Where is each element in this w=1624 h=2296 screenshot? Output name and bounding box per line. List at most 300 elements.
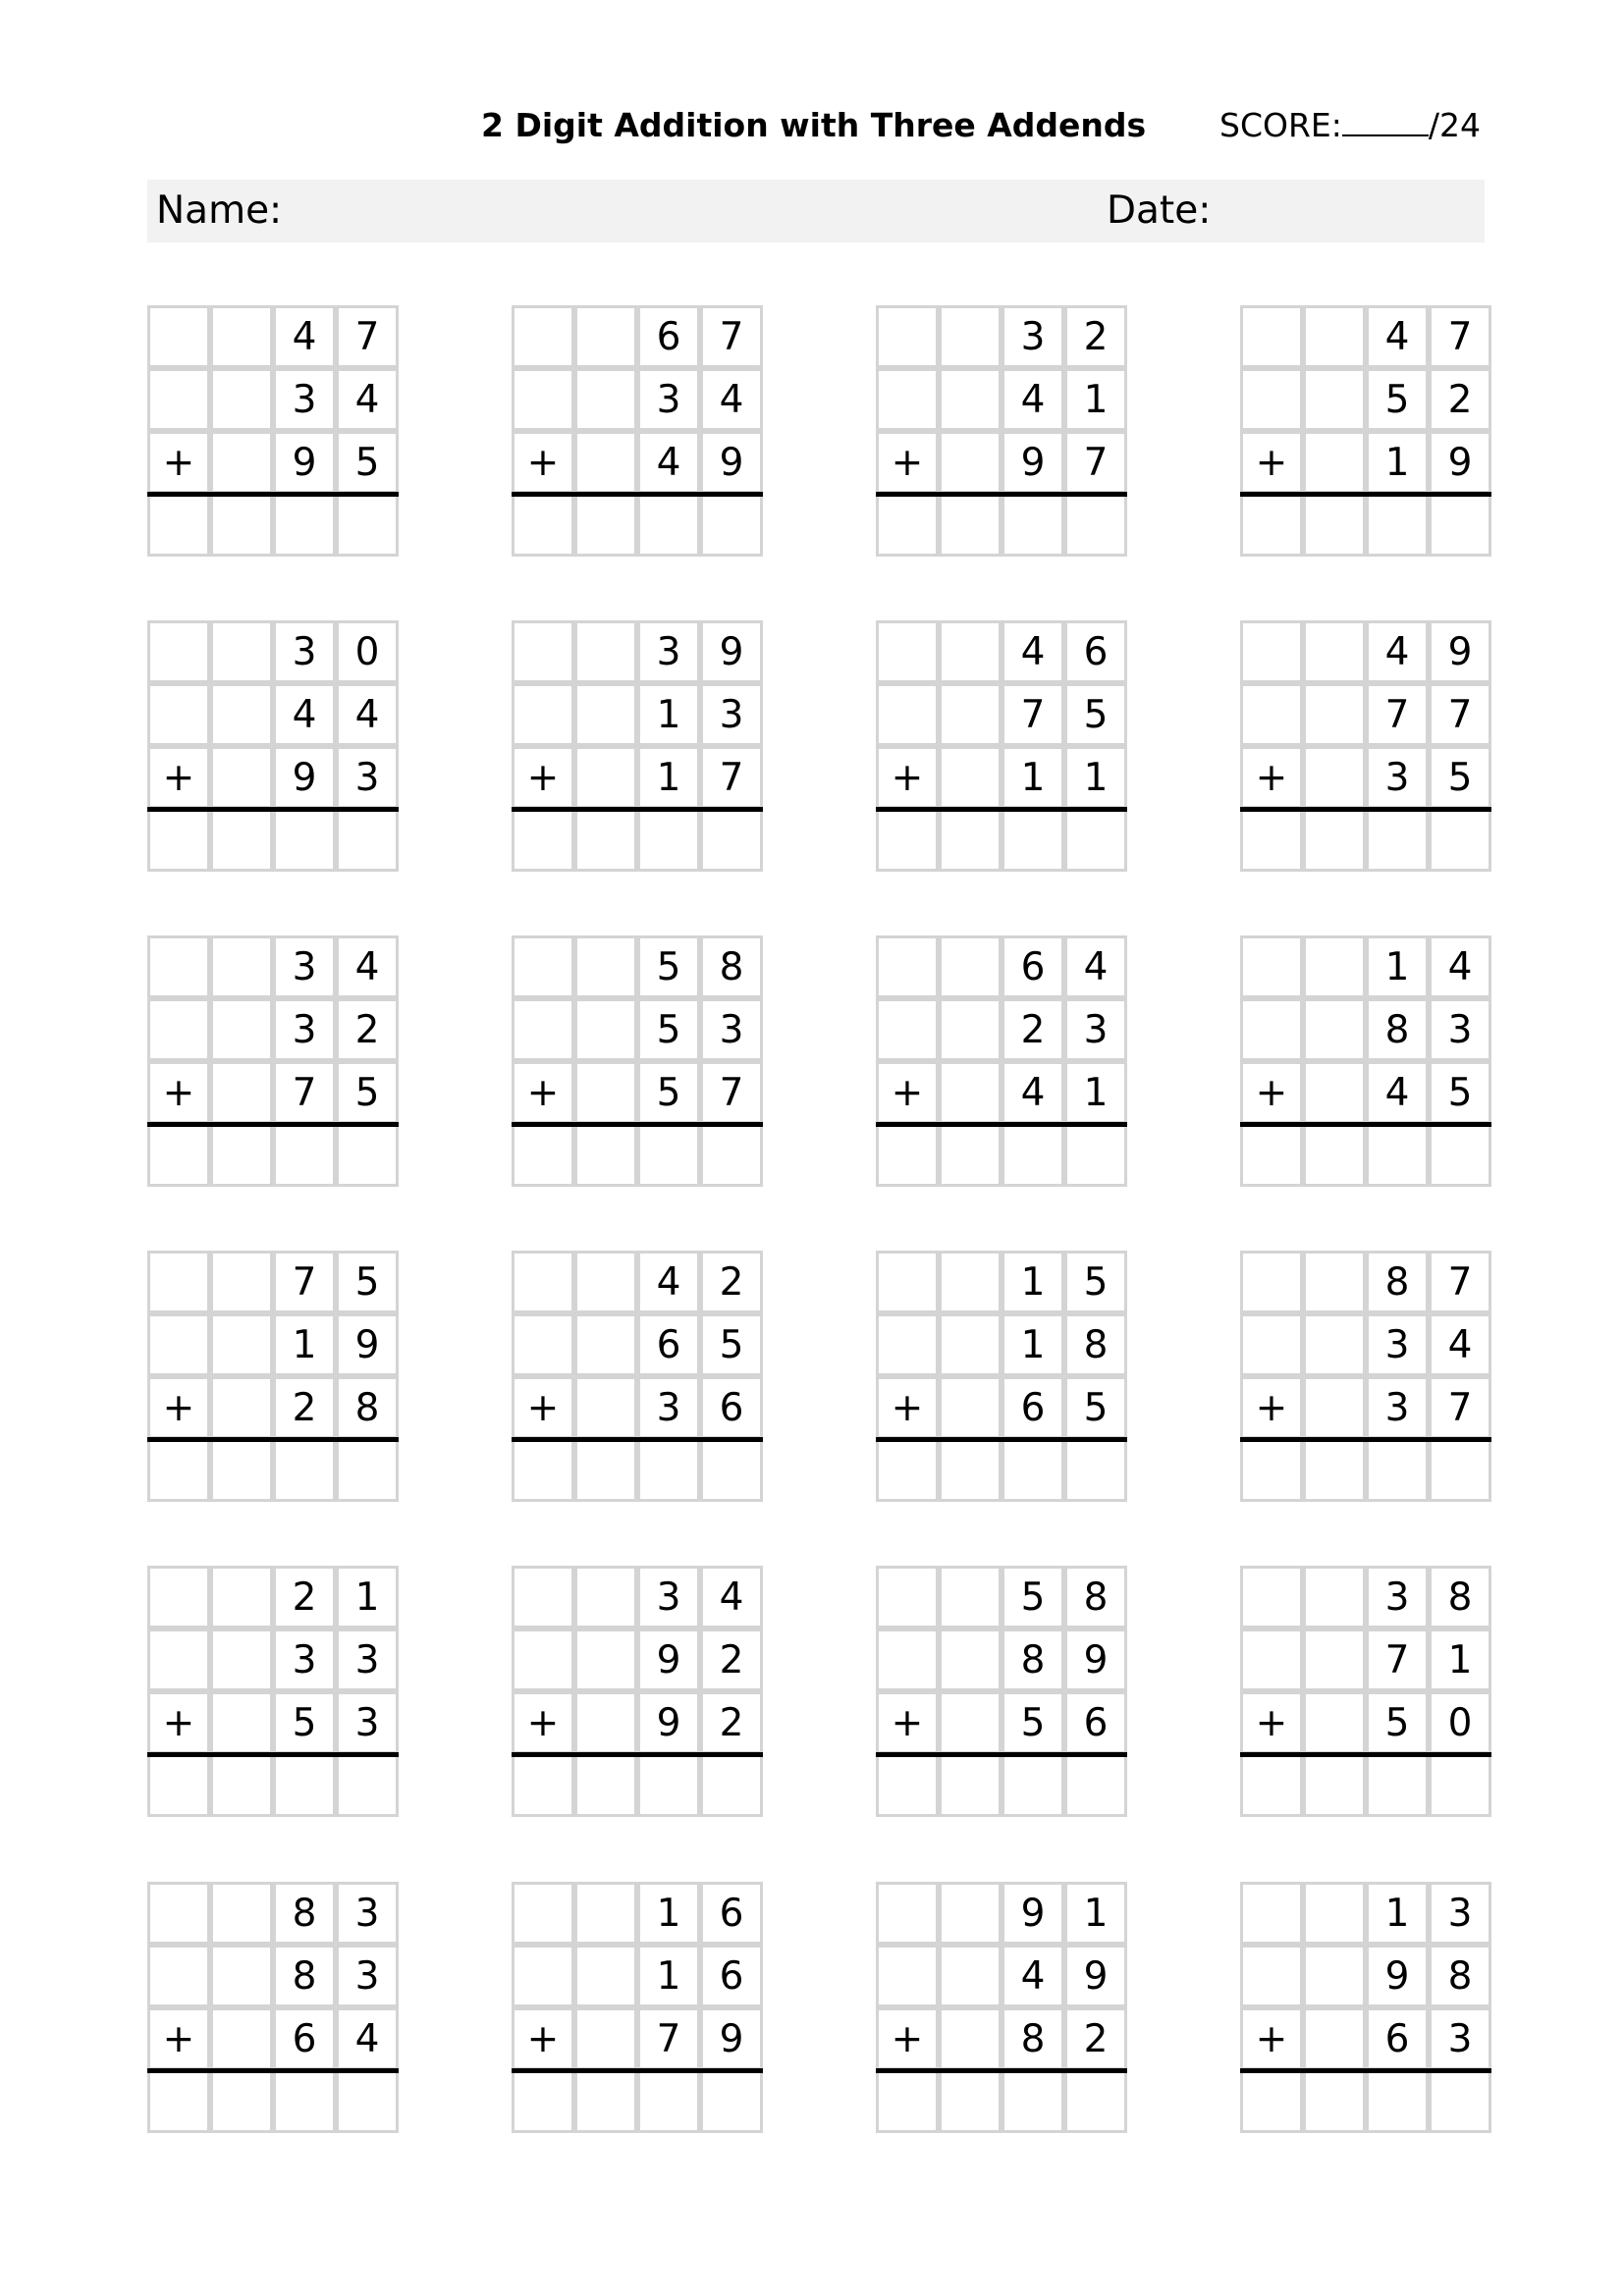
answer-cell[interactable] — [1064, 809, 1127, 872]
answer-cell[interactable] — [512, 1754, 574, 1817]
grid-cell — [939, 368, 1001, 431]
answer-cell[interactable] — [1429, 809, 1491, 872]
answer-cell[interactable] — [1303, 1124, 1366, 1187]
grid-cell — [1303, 620, 1366, 683]
sum-line — [512, 807, 763, 812]
grid-cell — [512, 1629, 574, 1691]
addition-problem — [1240, 1882, 1491, 2135]
answer-cell[interactable] — [637, 494, 700, 557]
grid-cell — [876, 305, 939, 368]
answer-cell[interactable] — [1064, 1754, 1127, 1817]
addition-problem — [1240, 1566, 1491, 1819]
plus-sign: + — [1240, 1376, 1303, 1439]
tens-digit: 3 — [637, 1376, 700, 1439]
sum-line — [876, 1752, 1127, 1757]
ones-digit: 0 — [336, 620, 399, 683]
grid-cell — [210, 1945, 273, 2007]
ones-digit: 5 — [700, 1313, 763, 1376]
grid-cell — [574, 1061, 637, 1124]
answer-cell[interactable] — [336, 1439, 399, 1502]
grid-cell — [512, 368, 574, 431]
plus-sign: + — [876, 1691, 939, 1754]
answer-cell[interactable] — [1001, 809, 1064, 872]
tens-digit: 1 — [1001, 746, 1064, 809]
addition-problem — [512, 1882, 763, 2135]
grid-cell — [1303, 998, 1366, 1061]
answer-cell[interactable] — [210, 494, 273, 557]
ones-digit: 6 — [700, 1945, 763, 2007]
tens-digit: 8 — [1001, 1629, 1064, 1691]
answer-cell[interactable] — [210, 2070, 273, 2133]
answer-cell[interactable] — [147, 1124, 210, 1187]
answer-cell[interactable] — [210, 1124, 273, 1187]
answer-cell[interactable] — [939, 1439, 1001, 1502]
answer-cell[interactable] — [1001, 1124, 1064, 1187]
grid-cell — [1240, 1566, 1303, 1629]
grid-cell — [939, 1566, 1001, 1629]
ones-digit: 8 — [700, 935, 763, 998]
sum-line — [147, 492, 399, 497]
tens-digit: 6 — [637, 305, 700, 368]
score-total: /24 — [1428, 106, 1481, 144]
answer-cell[interactable] — [939, 809, 1001, 872]
grid-cell — [210, 1566, 273, 1629]
grid-cell — [1240, 683, 1303, 746]
answer-cell[interactable] — [939, 2070, 1001, 2133]
tens-digit: 2 — [273, 1376, 336, 1439]
tens-digit: 9 — [273, 746, 336, 809]
addition-problem — [147, 305, 399, 559]
sum-line — [147, 807, 399, 812]
addition-problem — [1240, 935, 1491, 1189]
answer-cell[interactable] — [637, 2070, 700, 2133]
answer-cell[interactable] — [1303, 2070, 1366, 2133]
ones-digit: 3 — [700, 683, 763, 746]
grid-cell — [876, 935, 939, 998]
addition-problem — [512, 305, 763, 559]
tens-digit: 1 — [637, 1882, 700, 1945]
ones-digit: 9 — [700, 620, 763, 683]
ones-digit: 6 — [700, 1882, 763, 1945]
grid-cell — [1303, 1566, 1366, 1629]
addition-problem — [1240, 305, 1491, 559]
grid-cell — [574, 1629, 637, 1691]
plus-sign: + — [1240, 2007, 1303, 2070]
answer-cell[interactable] — [1429, 1124, 1491, 1187]
grid-cell — [210, 1061, 273, 1124]
answer-cell[interactable] — [336, 494, 399, 557]
tens-digit: 9 — [1001, 1882, 1064, 1945]
answer-cell[interactable] — [336, 1754, 399, 1817]
answer-cell[interactable] — [1240, 1754, 1303, 1817]
answer-cell[interactable] — [876, 2070, 939, 2133]
plus-sign: + — [147, 431, 210, 494]
sum-line — [1240, 807, 1491, 812]
tens-digit: 6 — [637, 1313, 700, 1376]
answer-cell[interactable] — [939, 1754, 1001, 1817]
answer-cell[interactable] — [1064, 2070, 1127, 2133]
score-blank[interactable] — [1342, 103, 1429, 136]
ones-digit: 8 — [1064, 1566, 1127, 1629]
addition-problem — [876, 305, 1127, 559]
answer-cell[interactable] — [512, 1124, 574, 1187]
ones-digit: 8 — [1429, 1566, 1491, 1629]
answer-cell[interactable] — [574, 809, 637, 872]
answer-cell[interactable] — [1429, 1754, 1491, 1817]
answer-cell[interactable] — [1001, 2070, 1064, 2133]
tens-digit: 3 — [1001, 305, 1064, 368]
answer-cell[interactable] — [637, 1754, 700, 1817]
answer-cell[interactable] — [273, 1754, 336, 1817]
worksheet-title: 2 Digit Addition with Three Addends — [481, 106, 1147, 144]
answer-cell[interactable] — [1366, 494, 1429, 557]
grid-cell — [147, 1313, 210, 1376]
answer-cell[interactable] — [1429, 1439, 1491, 1502]
grid-cell — [210, 935, 273, 998]
answer-cell[interactable] — [700, 1439, 763, 1502]
addition-problem — [147, 620, 399, 874]
tens-digit: 8 — [1366, 998, 1429, 1061]
answer-cell[interactable] — [1064, 1439, 1127, 1502]
grid-cell — [512, 1251, 574, 1313]
ones-digit: 8 — [1064, 1313, 1127, 1376]
answer-cell[interactable] — [1429, 494, 1491, 557]
addition-problem — [876, 620, 1127, 874]
answer-cell[interactable] — [336, 809, 399, 872]
ones-digit: 3 — [336, 746, 399, 809]
grid-cell — [1240, 935, 1303, 998]
ones-digit: 7 — [1064, 431, 1127, 494]
answer-cell[interactable] — [876, 494, 939, 557]
grid-cell — [1303, 1313, 1366, 1376]
ones-digit: 7 — [1429, 305, 1491, 368]
grid-cell — [939, 1313, 1001, 1376]
answer-cell[interactable] — [1064, 494, 1127, 557]
grid-cell — [1303, 1629, 1366, 1691]
grid-cell — [210, 620, 273, 683]
tens-digit: 3 — [273, 620, 336, 683]
tens-digit: 6 — [1366, 2007, 1429, 2070]
answer-cell[interactable] — [876, 1124, 939, 1187]
answer-cell[interactable] — [1001, 1439, 1064, 1502]
grid-cell — [147, 305, 210, 368]
grid-cell — [876, 1313, 939, 1376]
ones-digit: 5 — [1429, 746, 1491, 809]
tens-digit: 1 — [1001, 1251, 1064, 1313]
answer-cell[interactable] — [147, 809, 210, 872]
grid-cell — [876, 1629, 939, 1691]
answer-cell[interactable] — [512, 809, 574, 872]
grid-cell — [574, 998, 637, 1061]
grid-cell — [147, 1251, 210, 1313]
answer-cell[interactable] — [512, 2070, 574, 2133]
tens-digit: 6 — [273, 2007, 336, 2070]
ones-digit: 2 — [700, 1629, 763, 1691]
tens-digit: 4 — [1001, 620, 1064, 683]
ones-digit: 3 — [1429, 998, 1491, 1061]
answer-cell[interactable] — [574, 2070, 637, 2133]
answer-cell[interactable] — [273, 2070, 336, 2133]
ones-digit: 2 — [700, 1691, 763, 1754]
grid-cell — [1240, 1251, 1303, 1313]
answer-cell[interactable] — [637, 1124, 700, 1187]
grid-cell — [876, 683, 939, 746]
sum-line — [876, 1437, 1127, 1442]
ones-digit: 6 — [1064, 1691, 1127, 1754]
ones-digit: 4 — [700, 1566, 763, 1629]
answer-cell[interactable] — [1366, 809, 1429, 872]
plus-sign: + — [512, 1061, 574, 1124]
answer-cell[interactable] — [574, 1124, 637, 1187]
answer-cell[interactable] — [147, 1439, 210, 1502]
tens-digit: 3 — [273, 368, 336, 431]
tens-digit: 5 — [273, 1691, 336, 1754]
tens-digit: 8 — [273, 1882, 336, 1945]
grid-cell — [1303, 683, 1366, 746]
ones-digit: 5 — [336, 1061, 399, 1124]
ones-digit: 5 — [1064, 683, 1127, 746]
plus-sign: + — [1240, 1061, 1303, 1124]
answer-cell[interactable] — [147, 2070, 210, 2133]
grid-cell — [210, 2007, 273, 2070]
grid-cell — [147, 1629, 210, 1691]
grid-cell — [574, 2007, 637, 2070]
ones-digit: 1 — [1064, 368, 1127, 431]
answer-cell[interactable] — [210, 809, 273, 872]
tens-digit: 1 — [1366, 935, 1429, 998]
grid-cell — [1240, 1945, 1303, 2007]
answer-cell[interactable] — [700, 809, 763, 872]
sum-line — [147, 2068, 399, 2073]
grid-cell — [210, 1691, 273, 1754]
tens-digit: 3 — [273, 998, 336, 1061]
answer-cell[interactable] — [1240, 494, 1303, 557]
answer-cell[interactable] — [1001, 494, 1064, 557]
plus-sign: + — [147, 1061, 210, 1124]
ones-digit: 6 — [1064, 620, 1127, 683]
grid-cell — [1303, 746, 1366, 809]
answer-cell[interactable] — [147, 1754, 210, 1817]
plus-sign: + — [147, 2007, 210, 2070]
tens-digit: 8 — [1001, 2007, 1064, 2070]
answer-cell[interactable] — [1064, 1124, 1127, 1187]
answer-cell[interactable] — [700, 1124, 763, 1187]
answer-cell[interactable] — [336, 1124, 399, 1187]
ones-digit: 2 — [1064, 305, 1127, 368]
grid-cell — [876, 1945, 939, 2007]
grid-cell — [1303, 1882, 1366, 1945]
answer-cell[interactable] — [273, 809, 336, 872]
tens-digit: 4 — [637, 1251, 700, 1313]
sum-line — [1240, 1437, 1491, 1442]
answer-cell[interactable] — [939, 1124, 1001, 1187]
tens-digit: 2 — [273, 1566, 336, 1629]
tens-digit: 1 — [1366, 1882, 1429, 1945]
ones-digit: 5 — [336, 431, 399, 494]
tens-digit: 4 — [1366, 305, 1429, 368]
tens-digit: 9 — [637, 1629, 700, 1691]
grid-cell — [210, 1376, 273, 1439]
addition-problem — [147, 1251, 399, 1504]
answer-cell[interactable] — [1303, 809, 1366, 872]
answer-cell[interactable] — [1001, 1754, 1064, 1817]
answer-cell[interactable] — [273, 1124, 336, 1187]
grid-cell — [574, 935, 637, 998]
tens-digit: 4 — [273, 305, 336, 368]
answer-cell[interactable] — [1240, 809, 1303, 872]
grid-cell — [1303, 1945, 1366, 2007]
answer-cell[interactable] — [574, 1439, 637, 1502]
answer-cell[interactable] — [512, 494, 574, 557]
answer-cell[interactable] — [1429, 2070, 1491, 2133]
ones-digit: 1 — [1064, 1882, 1127, 1945]
sum-line — [147, 1752, 399, 1757]
grid-cell — [147, 1882, 210, 1945]
answer-cell[interactable] — [700, 1754, 763, 1817]
tens-digit: 1 — [1001, 1313, 1064, 1376]
tens-digit: 7 — [273, 1251, 336, 1313]
answer-cell[interactable] — [273, 494, 336, 557]
answer-cell[interactable] — [637, 809, 700, 872]
grid-cell — [512, 998, 574, 1061]
tens-digit: 5 — [1001, 1566, 1064, 1629]
grid-cell — [574, 368, 637, 431]
answer-cell[interactable] — [1240, 1124, 1303, 1187]
grid-cell — [876, 620, 939, 683]
plus-sign: + — [876, 1061, 939, 1124]
tens-digit: 5 — [637, 935, 700, 998]
answer-cell[interactable] — [637, 1439, 700, 1502]
answer-cell[interactable] — [574, 1754, 637, 1817]
tens-digit: 7 — [1366, 683, 1429, 746]
answer-cell[interactable] — [574, 494, 637, 557]
ones-digit: 7 — [1429, 1251, 1491, 1313]
tens-digit: 1 — [637, 1945, 700, 2007]
grid-cell — [1240, 620, 1303, 683]
tens-digit: 3 — [1366, 1313, 1429, 1376]
tens-digit: 9 — [1001, 431, 1064, 494]
ones-digit: 1 — [1064, 1061, 1127, 1124]
answer-cell[interactable] — [512, 1439, 574, 1502]
answer-cell[interactable] — [1366, 1439, 1429, 1502]
answer-cell[interactable] — [210, 1439, 273, 1502]
plus-sign: + — [512, 1376, 574, 1439]
answer-cell[interactable] — [1303, 494, 1366, 557]
answer-cell[interactable] — [1366, 1124, 1429, 1187]
sum-line — [876, 492, 1127, 497]
answer-cell[interactable] — [1366, 2070, 1429, 2133]
date-label: Date: — [1107, 188, 1212, 233]
ones-digit: 5 — [1064, 1251, 1127, 1313]
plus-sign: + — [147, 1376, 210, 1439]
addition-problem — [876, 935, 1127, 1189]
sum-line — [512, 1122, 763, 1127]
tens-digit: 4 — [273, 683, 336, 746]
score-label: SCORE: — [1219, 106, 1342, 144]
answer-cell[interactable] — [876, 1439, 939, 1502]
tens-digit: 6 — [1001, 1376, 1064, 1439]
grid-cell — [939, 683, 1001, 746]
sum-line — [512, 1437, 763, 1442]
ones-digit: 7 — [700, 305, 763, 368]
grid-cell — [210, 998, 273, 1061]
grid-cell — [1303, 1251, 1366, 1313]
answer-cell[interactable] — [939, 494, 1001, 557]
grid-cell — [939, 620, 1001, 683]
plus-sign: + — [876, 1376, 939, 1439]
answer-cell[interactable] — [273, 1439, 336, 1502]
grid-cell — [210, 1251, 273, 1313]
answer-cell[interactable] — [700, 494, 763, 557]
grid-cell — [210, 1313, 273, 1376]
sum-line — [876, 807, 1127, 812]
grid-cell — [939, 746, 1001, 809]
tens-digit: 8 — [273, 1945, 336, 2007]
grid-cell — [210, 746, 273, 809]
tens-digit: 7 — [637, 2007, 700, 2070]
answer-cell[interactable] — [1303, 1439, 1366, 1502]
tens-digit: 3 — [273, 935, 336, 998]
sum-line — [1240, 492, 1491, 497]
grid-cell — [512, 1313, 574, 1376]
answer-cell[interactable] — [210, 1754, 273, 1817]
sum-line — [512, 1752, 763, 1757]
grid-cell — [876, 1566, 939, 1629]
plus-sign: + — [1240, 431, 1303, 494]
ones-digit: 7 — [700, 1061, 763, 1124]
grid-cell — [147, 620, 210, 683]
answer-cell[interactable] — [1240, 1439, 1303, 1502]
ones-digit: 9 — [336, 1313, 399, 1376]
addition-problem — [147, 1882, 399, 2135]
tens-digit: 5 — [1366, 1691, 1429, 1754]
tens-digit: 4 — [1001, 1945, 1064, 2007]
ones-digit: 2 — [336, 998, 399, 1061]
tens-digit: 1 — [637, 746, 700, 809]
grid-cell — [210, 368, 273, 431]
answer-cell[interactable] — [876, 809, 939, 872]
answer-cell[interactable] — [876, 1754, 939, 1817]
plus-sign: + — [876, 746, 939, 809]
answer-cell[interactable] — [1366, 1754, 1429, 1817]
grid-cell — [939, 1629, 1001, 1691]
grid-cell — [1303, 935, 1366, 998]
ones-digit: 3 — [336, 1629, 399, 1691]
grid-cell — [147, 998, 210, 1061]
answer-cell[interactable] — [336, 2070, 399, 2133]
ones-digit: 1 — [336, 1566, 399, 1629]
ones-digit: 8 — [1429, 1945, 1491, 2007]
tens-digit: 6 — [1001, 935, 1064, 998]
answer-cell[interactable] — [700, 2070, 763, 2133]
answer-cell[interactable] — [1303, 1754, 1366, 1817]
grid-cell — [939, 1376, 1001, 1439]
addition-problem — [876, 1566, 1127, 1819]
ones-digit: 4 — [1064, 935, 1127, 998]
answer-cell[interactable] — [147, 494, 210, 557]
grid-cell — [574, 1945, 637, 2007]
answer-cell[interactable] — [1240, 2070, 1303, 2133]
tens-digit: 4 — [1001, 368, 1064, 431]
grid-cell — [147, 935, 210, 998]
tens-digit: 3 — [1366, 1376, 1429, 1439]
addition-problem — [876, 1882, 1127, 2135]
ones-digit: 4 — [1429, 1313, 1491, 1376]
grid-cell — [574, 1691, 637, 1754]
ones-digit: 9 — [1429, 620, 1491, 683]
sum-line — [147, 1122, 399, 1127]
plus-sign: + — [1240, 1691, 1303, 1754]
